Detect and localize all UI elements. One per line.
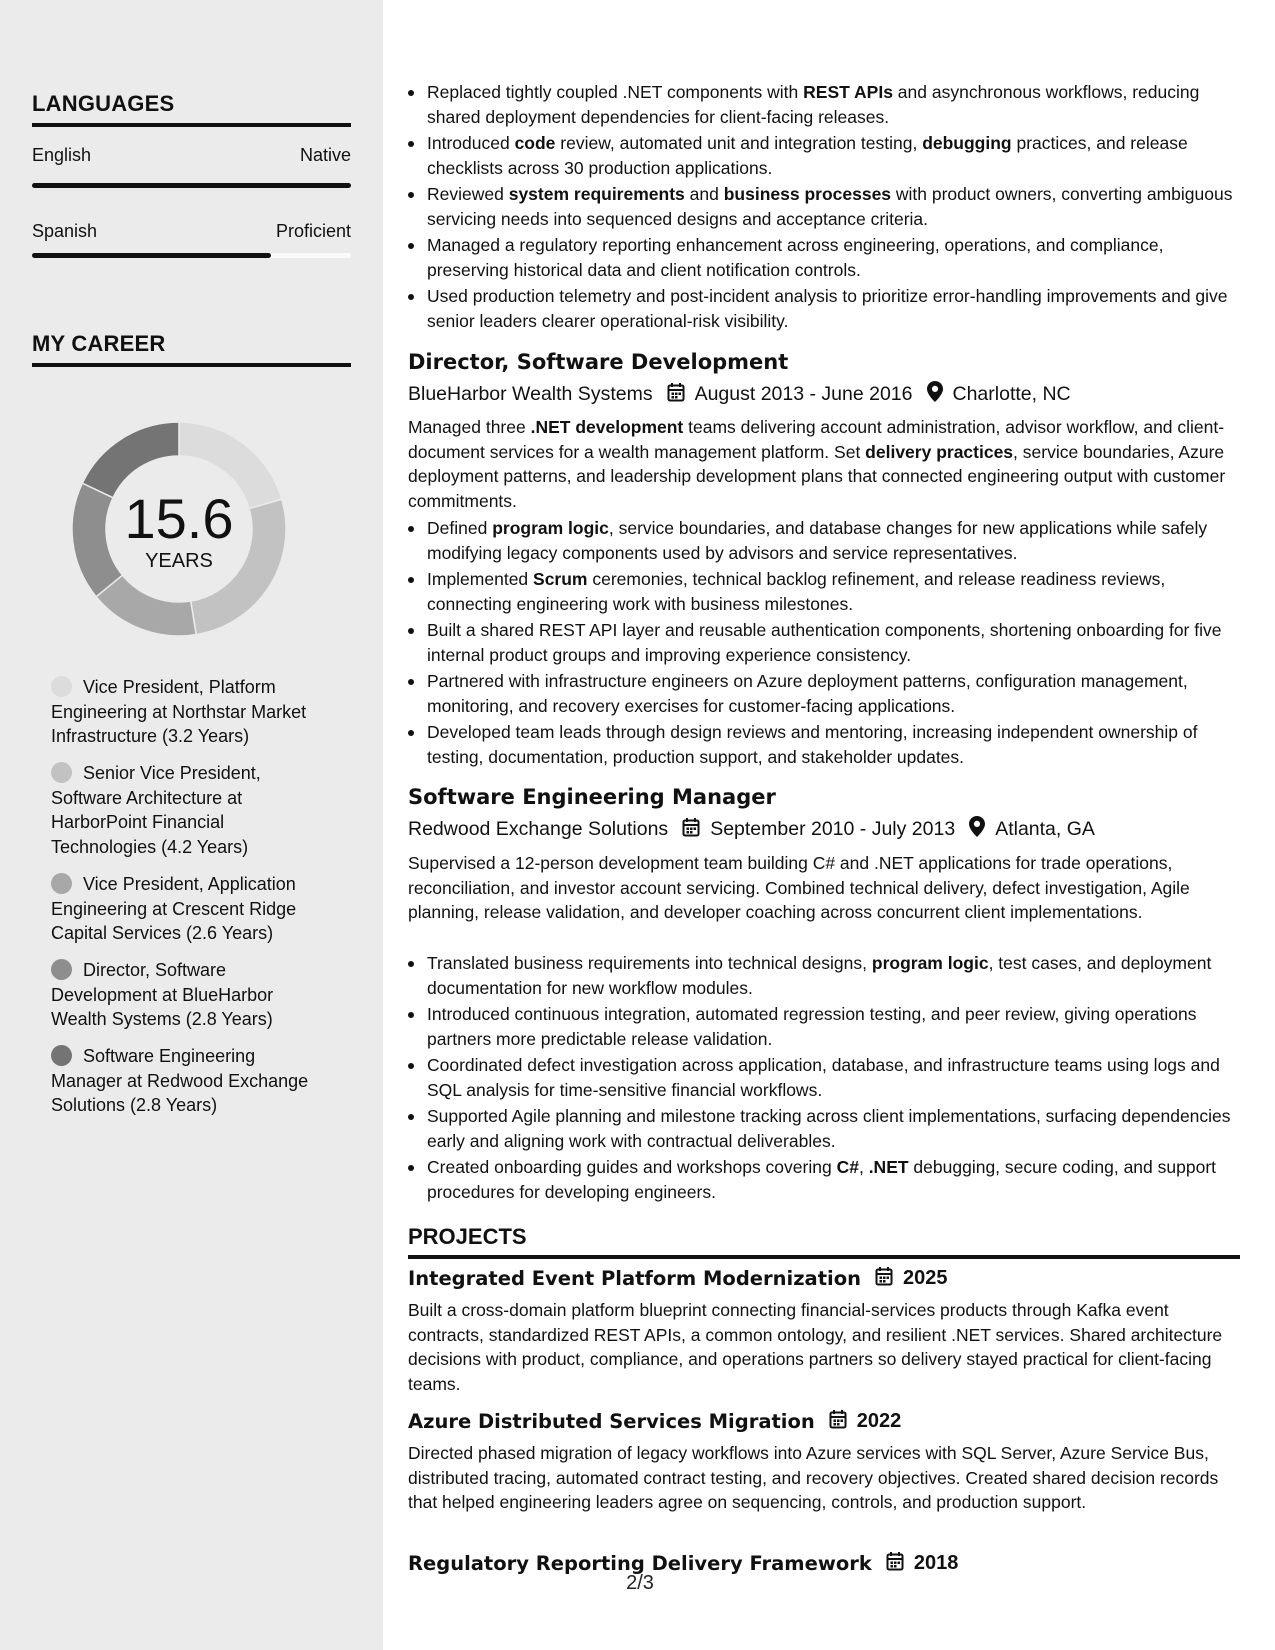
language-level: Proficient xyxy=(275,221,351,241)
legend-dot xyxy=(51,676,72,697)
career-legend-item xyxy=(51,872,331,946)
project-title: Azure Distributed Services Migration xyxy=(408,1410,815,1433)
bullet-item: Coordinated defect investigation across application, database, and infrastructure teams using logs and SQL analysis for time-sensitive financial workflows. xyxy=(408,1053,1238,1102)
career-legend-item xyxy=(51,761,331,859)
career-total: 15.6 xyxy=(124,487,234,550)
bullet-item: Developed team leads through design reviews and mentoring, increasing independent ownership of testing, documentation, production support, and stakeholder updates. xyxy=(408,720,1238,769)
job-summary: Supervised a 12-person development team building C# and .NET applications for trade operations, reconciliation, and investor account servicing. Combined technical delivery, defect investigation, Agile planning, release validation, and developer coaching across concurrent client implementations. xyxy=(408,853,1190,922)
location-pin-icon xyxy=(969,816,985,843)
bullet-item: Translated business requirements into technical designs, program logic, test cases, and deployment documentation for new workflow modules. xyxy=(408,951,1238,1000)
bullet-item: Defined program logic, service boundaries, and database changes for new applications while safely modifying legacy components used by advisors and service representatives. xyxy=(408,516,1238,565)
legend-label: Director, Software Development at BlueHarbor Wealth Systems (2.8 Years) xyxy=(51,960,274,1029)
bullet-item: Implemented Scrum ceremonies, technical backlog refinement, and release readiness reviews, connecting engineering work with business milestones. xyxy=(408,567,1238,616)
project-title-row xyxy=(408,1409,901,1434)
project-title-row xyxy=(408,1551,958,1576)
career-unit: YEARS xyxy=(145,550,213,572)
project-year: 2025 xyxy=(903,1267,948,1289)
job-company: Redwood Exchange Solutions xyxy=(408,818,669,840)
language-name: Spanish xyxy=(32,221,98,241)
job-summary: Managed three .NET development teams delivering account administration, advisor workflow, and client-document services for a wealth management platform. Set delivery practices, service boundaries, Azure deployment patterns, and leadership development plans that connected engineering output with customer commitments. xyxy=(408,417,1226,511)
projects-heading: PROJECTS xyxy=(408,1224,1240,1259)
location-pin-icon xyxy=(927,381,943,408)
project-title-row xyxy=(408,1266,948,1291)
bullet-item: Managed a regulatory reporting enhancement across engineering, operations, and compliance, preserving historical data and client notification controls. xyxy=(408,233,1238,282)
job-location: Charlotte, NC xyxy=(952,383,1071,405)
calendar-icon xyxy=(667,382,685,408)
calendar-icon xyxy=(886,1551,904,1576)
job-location: Atlanta, GA xyxy=(995,818,1095,840)
job-company: BlueHarbor Wealth Systems xyxy=(408,383,653,405)
legend-label: Software Engineering Manager at Redwood Exchange Solutions (2.8 Years) xyxy=(51,1046,309,1115)
career-donut xyxy=(64,414,294,644)
job-title: Director, Software Development xyxy=(408,350,789,374)
project-year: 2018 xyxy=(913,1552,959,1574)
language-bar-fill xyxy=(32,183,351,188)
language-bar-english xyxy=(32,183,351,188)
bullet-item: Introduced code review, automated unit and integration testing, debugging practices, and release checklists across 30 production applications. xyxy=(408,131,1238,180)
job-meta xyxy=(408,381,1071,408)
legend-dot xyxy=(51,959,72,980)
bullet-item: Partnered with infrastructure engineers on Azure deployment patterns, configuration management, monitoring, and recovery exercises for customer-facing applications. xyxy=(408,669,1238,718)
project-title: Integrated Event Platform Modernization xyxy=(408,1267,861,1290)
bullet-item: Created onboarding guides and workshops covering C#, .NET debugging, secure coding, and support procedures for developing engineers. xyxy=(408,1155,1238,1204)
project-year: 2022 xyxy=(856,1410,902,1432)
language-bar-fill xyxy=(32,253,271,258)
job-dates: August 2013 - June 2016 xyxy=(694,383,913,405)
language-name: English xyxy=(32,145,92,165)
language-row-english xyxy=(32,145,351,166)
job-meta xyxy=(408,816,1095,843)
calendar-icon xyxy=(682,817,700,843)
job-bullets xyxy=(408,951,1238,1206)
bullet-item: Used production telemetry and post-incident analysis to prioritize error-handling improvements and give senior leaders clearer operational-risk visibility. xyxy=(408,284,1238,333)
sidebar xyxy=(0,0,383,1650)
page-number: 2/3 xyxy=(626,1572,654,1594)
legend-label: Senior Vice President, Software Architecture at HarborPoint Financial Technologies (4.2 Years) xyxy=(51,763,261,857)
career-legend-item xyxy=(51,1044,331,1118)
languages-heading: LANGUAGES xyxy=(32,91,351,127)
language-row-spanish xyxy=(32,221,351,242)
legend-dot xyxy=(51,873,72,894)
career-heading: MY CAREER xyxy=(32,331,351,367)
job-bullets xyxy=(408,516,1238,771)
career-legend-item xyxy=(51,675,331,749)
bullet-item: Introduced continuous integration, automated regression testing, and peer review, giving operations partners more predictable release validation. xyxy=(408,1002,1238,1051)
language-bar-spanish xyxy=(32,253,351,258)
bullet-item: Reviewed system requirements and business processes with product owners, converting ambiguous servicing needs into sequenced designs and acceptance criteria. xyxy=(408,182,1238,231)
project-description: Directed phased migration of legacy workflows into Azure services with SQL Server, Azure Service Bus, distributed tracing, automated contract testing, and recovery objectives. Created shared decision records that helped engineering leaders agree on sequencing, controls, and production support. xyxy=(408,1443,1219,1512)
legend-label: Vice President, Application Engineering at Crescent Ridge Capital Services (2.6 Years) xyxy=(51,874,297,943)
legend-dot xyxy=(51,1045,72,1066)
project-description: Built a cross-domain platform blueprint connecting financial-services products through Kafka event contracts, standardized REST APIs, a common ontology, and resilient .NET services. Shared architecture decisions with product, compliance, and operations partners so delivery stayed practical for client-facing teams. xyxy=(408,1300,1223,1394)
previous-job-bullets xyxy=(408,80,1238,335)
legend-label: Vice President, Platform Engineering at Northstar Market Infrastructure (3.2 Years) xyxy=(51,677,307,746)
job-dates: September 2010 - July 2013 xyxy=(710,818,956,840)
calendar-icon xyxy=(829,1409,847,1434)
calendar-icon xyxy=(875,1266,893,1291)
language-level: Native xyxy=(299,145,351,165)
bullet-item: Replaced tightly coupled .NET components with REST APIs and asynchronous workflows, reducing shared deployment dependencies for client-facing releases. xyxy=(408,80,1238,129)
job-title: Software Engineering Manager xyxy=(408,785,776,809)
bullet-item: Supported Agile planning and milestone tracking across client implementations, surfacing dependencies early and aligning work with contractual deliverables. xyxy=(408,1104,1238,1153)
legend-dot xyxy=(51,762,72,783)
career-legend-item xyxy=(51,958,331,1032)
project-title: Regulatory Reporting Delivery Framework xyxy=(408,1552,872,1575)
bullet-item: Built a shared REST API layer and reusable authentication components, shortening onboarding for five internal product groups and improving experience consistency. xyxy=(408,618,1238,667)
